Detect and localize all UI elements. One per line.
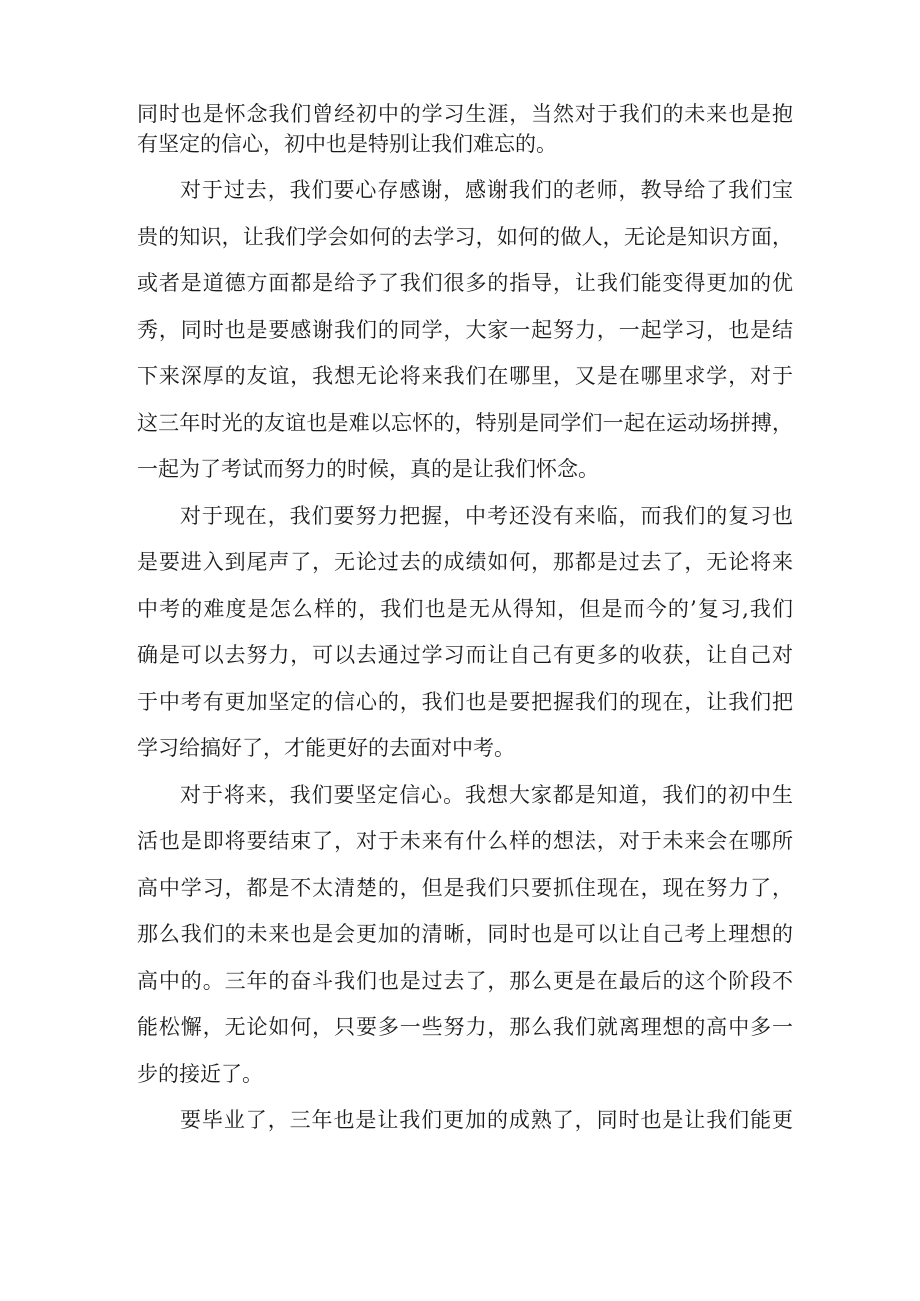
- text-line: 高中学习，都是不太清楚的，但是我们只要抓住现在，现在努力了，: [137, 876, 793, 900]
- text-line: 要毕业了，三年也是让我们更加的成熟了，同时也是让我们能更: [180, 1108, 793, 1132]
- text-line: 一起为了考试而努力的时候，真的是让我们怀念。: [137, 457, 599, 481]
- text-line: 或者是道德方面都是给予了我们很多的指导，让我们能变得更加的优: [137, 271, 793, 295]
- text-line: 是要进入到尾声了，无论过去的成绩如何，那都是过去了，无论将来: [137, 550, 793, 574]
- text-line: 对于将来，我们要坚定信心。我想大家都是知道，我们的初中生: [180, 783, 793, 807]
- text-line: 步的接近了。: [137, 1062, 263, 1086]
- text-line: 活也是即将要结束了，对于未来有什么样的想法，对于未来会在哪所: [137, 829, 793, 853]
- text-line: 有坚定的信心，初中也是特别让我们难忘的。: [137, 132, 557, 156]
- text-line: 这三年时光的友谊也是难以忘怀的，特别是同学们一起在运动场拼搏，: [137, 411, 793, 435]
- text-line: 于中考有更加坚定的信心的，我们也是要把握我们的现在，让我们把: [137, 690, 793, 714]
- text-line: 高中的。三年的奋斗我们也是过去了，那么更是在最后的这个阶段不: [137, 969, 793, 993]
- text-line: 学习给搞好了，才能更好的去面对中考。: [137, 736, 515, 760]
- text-line: 能松懈，无论如何，只要多一些努力，那么我们就离理想的高中多一: [137, 1015, 793, 1039]
- text-line: 贵的知识，让我们学会如何的去学习，如何的做人，无论是知识方面，: [137, 225, 793, 249]
- text-line: 确是可以去努力，可以去通过学习而让自己有更多的收获，让自己对: [137, 643, 793, 667]
- text-line: 对于过去，我们要心存感谢，感谢我们的老师，教导给了我们宝: [180, 178, 793, 202]
- text-line: 同时也是怀念我们曾经初中的学习生涯，当然对于我们的未来也是抱: [137, 102, 793, 126]
- text-line: 中考的难度是怎么样的，我们也是无从得知，但是而今的’复习,我们: [137, 597, 793, 621]
- text-line: 那么我们的未来也是会更加的清晰，同时也是可以让自己考上理想的: [137, 922, 793, 946]
- text-line: 对于现在，我们要努力把握，中考还没有来临，而我们的复习也: [180, 504, 793, 528]
- text-line: 下来深厚的友谊，我想无论将来我们在哪里，又是在哪里求学，对于: [137, 364, 793, 388]
- text-line: 秀，同时也是要感谢我们的同学，大家一起努力，一起学习，也是结: [137, 318, 793, 342]
